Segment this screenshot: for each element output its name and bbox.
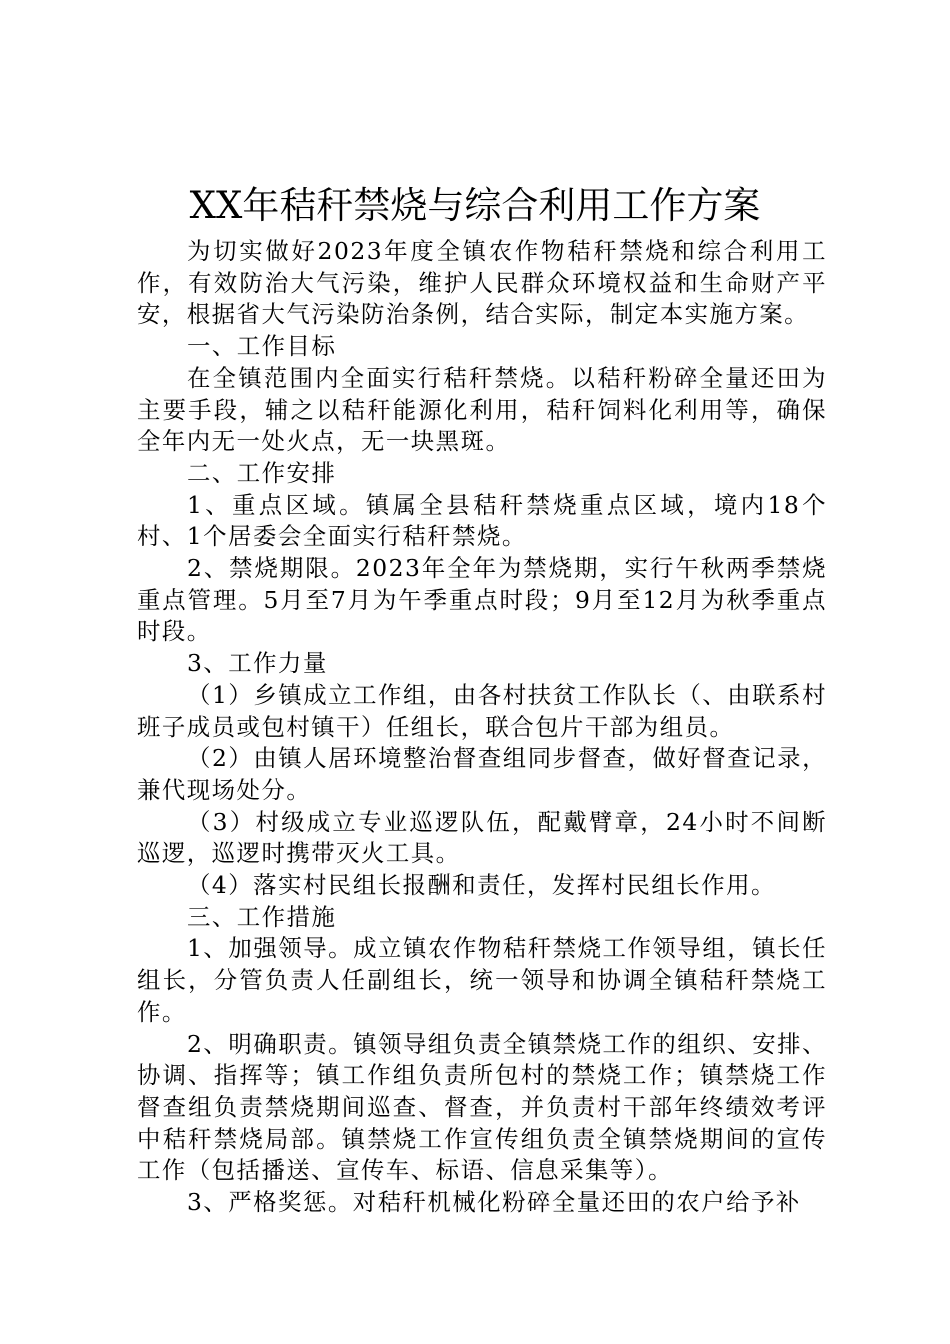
document-body: [137, 236, 827, 1219]
heading-work-measures: 三、工作措施: [187, 902, 337, 931]
paragraph-force-item-4: （4）落实村民组长报酬和责任，发挥村民组长作用。: [187, 871, 776, 900]
heading-work-goal: 一、工作目标: [187, 332, 337, 361]
paragraph-intro: 为切实做好2023年度全镇农作物秸秆禁烧和综合利用工作，有效防治大气污染，维护人民群众环境权益和生命财产平安，根据省大气污染防治条例，结合实际，制定本实施方案。: [137, 237, 827, 329]
paragraph-force-item-2: （2）由镇人居环境整治督查组同步督查，做好督查记录，兼代现场处分。: [137, 744, 827, 804]
paragraph-force-item-3: （3）村级成立专业巡逻队伍，配戴臂章，24小时不间断巡逻，巡逻时携带灭火工具。: [137, 807, 827, 868]
paragraph-ban-period: 2、禁烧期限。2023年全年为禁烧期，实行午秋两季禁烧重点管理。5月至7月为午季重点时段；9月至12月为秋季重点时段。: [137, 554, 827, 646]
paragraph-leadership: 1、加强领导。成立镇农作物秸秆禁烧工作领导组，镇长任组长，分管负责人任副组长，统一领导和协调全镇秸秆禁烧工作。: [137, 934, 827, 1026]
paragraph-key-areas: 1、重点区域。镇属全县秸秆禁烧重点区域，境内18个村、1个居委会全面实行秸秆禁烧。: [137, 490, 827, 551]
document-title: XX年秸秆禁烧与综合利用工作方案: [189, 184, 761, 227]
heading-work-force: 3、工作力量: [187, 649, 328, 678]
paragraph-force-item-1: （1）乡镇成立工作组，由各村扶贫工作队长（、由联系村班子成员或包村镇干）任组长，联合包片干部为组员。: [137, 680, 827, 741]
paragraph-responsibilities: 2、明确职责。镇领导组负责全镇禁烧工作的组织、安排、协调、指挥等；镇工作组负责所包村的禁烧工作；镇禁烧工作督查组负责禁烧期间巡查、督查，并负责村干部年终绩效考评中秸秆禁烧局部。镇禁烧工作宣传组负责全镇禁烧期间的宣传工作（包括播送、宣传车、标语、信息采集等）。: [137, 1029, 827, 1185]
paragraph-work-goal: 在全镇范围内全面实行秸秆禁烧。以秸秆粉碎全量还田为主要手段，辅之以秸秆能源化利用，秸秆饲料化利用等，确保全年内无一处火点，无一块黑斑。: [137, 363, 827, 456]
paragraph-rewards-penalties: 3、严格奖惩。对秸秆机械化粉碎全量还田的农户给予补: [187, 1188, 801, 1217]
heading-work-arrangement: 二、工作安排: [187, 458, 337, 487]
